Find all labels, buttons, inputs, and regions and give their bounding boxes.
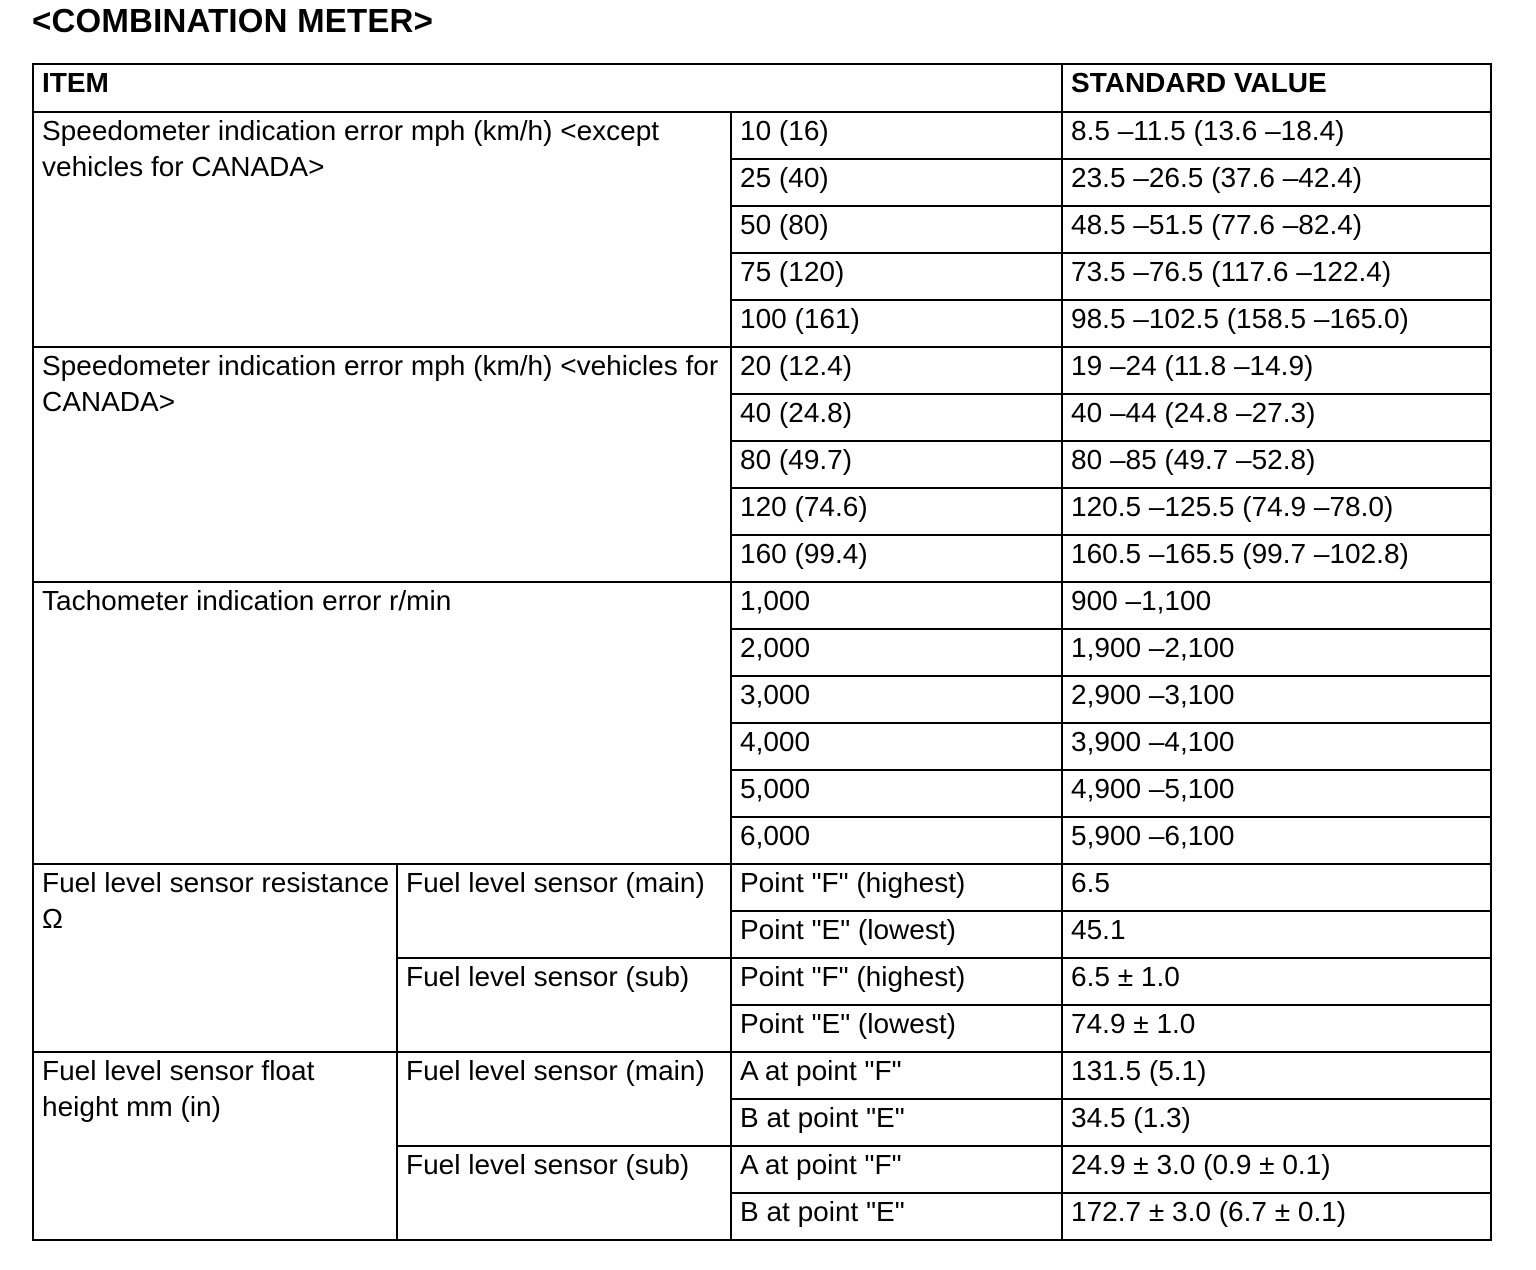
condition-cell: B at point "E"	[731, 1099, 1062, 1146]
sub-item-label: Fuel level sensor (main)	[397, 1052, 731, 1146]
value-cell: 80 –85 (49.7 –52.8)	[1062, 441, 1491, 488]
value-cell: 45.1	[1062, 911, 1491, 958]
condition-cell: 4,000	[731, 723, 1062, 770]
value-cell: 6.5	[1062, 864, 1491, 911]
item-label: Speedometer indication error mph (km/h) <except vehicles for CANADA>	[33, 112, 731, 347]
condition-cell: 80 (49.7)	[731, 441, 1062, 488]
value-cell: 172.7 ± 3.0 (6.7 ± 0.1)	[1062, 1193, 1491, 1240]
value-cell: 19 –24 (11.8 –14.9)	[1062, 347, 1491, 394]
value-cell: 5,900 –6,100	[1062, 817, 1491, 864]
table-row	[33, 347, 1491, 394]
value-cell: 8.5 –11.5 (13.6 –18.4)	[1062, 112, 1491, 159]
sub-item-label: Fuel level sensor (main)	[397, 864, 731, 958]
standard-value-header: STANDARD VALUE	[1062, 64, 1491, 112]
value-cell: 40 –44 (24.8 –27.3)	[1062, 394, 1491, 441]
value-cell: 98.5 –102.5 (158.5 –165.0)	[1062, 300, 1491, 347]
value-cell: 160.5 –165.5 (99.7 –102.8)	[1062, 535, 1491, 582]
value-cell: 73.5 –76.5 (117.6 –122.4)	[1062, 253, 1491, 300]
value-cell: 131.5 (5.1)	[1062, 1052, 1491, 1099]
condition-cell: Point "E" (lowest)	[731, 1005, 1062, 1052]
condition-cell: 1,000	[731, 582, 1062, 629]
value-cell: 900 –1,100	[1062, 582, 1491, 629]
value-cell: 6.5 ± 1.0	[1062, 958, 1491, 1005]
value-cell: 48.5 –51.5 (77.6 –82.4)	[1062, 206, 1491, 253]
sub-item-label: Fuel level sensor (sub)	[397, 958, 731, 1052]
table-row	[33, 582, 1491, 629]
value-cell: 23.5 –26.5 (37.6 –42.4)	[1062, 159, 1491, 206]
value-cell: 34.5 (1.3)	[1062, 1099, 1491, 1146]
condition-cell: A at point "F"	[731, 1146, 1062, 1193]
page-title: <COMBINATION METER>	[32, 2, 434, 39]
header-row	[33, 64, 1491, 112]
condition-cell: 10 (16)	[731, 112, 1062, 159]
item-header: ITEM	[33, 64, 1062, 112]
condition-cell: 20 (12.4)	[731, 347, 1062, 394]
value-cell: 1,900 –2,100	[1062, 629, 1491, 676]
condition-cell: 50 (80)	[731, 206, 1062, 253]
value-cell: 3,900 –4,100	[1062, 723, 1491, 770]
table-row	[33, 864, 1491, 911]
condition-cell: B at point "E"	[731, 1193, 1062, 1240]
item-label: Speedometer indication error mph (km/h) <vehicles for CANADA>	[33, 347, 731, 582]
value-cell: 4,900 –5,100	[1062, 770, 1491, 817]
specification-table	[32, 63, 1492, 1241]
condition-cell: 2,000	[731, 629, 1062, 676]
sub-item-label: Fuel level sensor (sub)	[397, 1146, 731, 1240]
condition-cell: 5,000	[731, 770, 1062, 817]
item-label: Tachometer indication error r/min	[33, 582, 731, 864]
condition-cell: 120 (74.6)	[731, 488, 1062, 535]
condition-cell: 25 (40)	[731, 159, 1062, 206]
item-label: Fuel level sensor float height mm (in)	[33, 1052, 397, 1240]
condition-cell: Point "E" (lowest)	[731, 911, 1062, 958]
condition-cell: 75 (120)	[731, 253, 1062, 300]
condition-cell: 6,000	[731, 817, 1062, 864]
condition-cell: 100 (161)	[731, 300, 1062, 347]
value-cell: 2,900 –3,100	[1062, 676, 1491, 723]
condition-cell: 40 (24.8)	[731, 394, 1062, 441]
condition-cell: Point "F" (highest)	[731, 958, 1062, 1005]
condition-cell: Point "F" (highest)	[731, 864, 1062, 911]
table-row	[33, 112, 1491, 159]
condition-cell: 3,000	[731, 676, 1062, 723]
value-cell: 120.5 –125.5 (74.9 –78.0)	[1062, 488, 1491, 535]
condition-cell: 160 (99.4)	[731, 535, 1062, 582]
value-cell: 74.9 ± 1.0	[1062, 1005, 1491, 1052]
value-cell: 24.9 ± 3.0 (0.9 ± 0.1)	[1062, 1146, 1491, 1193]
condition-cell: A at point "F"	[731, 1052, 1062, 1099]
item-label: Fuel level sensor resistance Ω	[33, 864, 397, 1052]
table-row	[33, 1052, 1491, 1099]
